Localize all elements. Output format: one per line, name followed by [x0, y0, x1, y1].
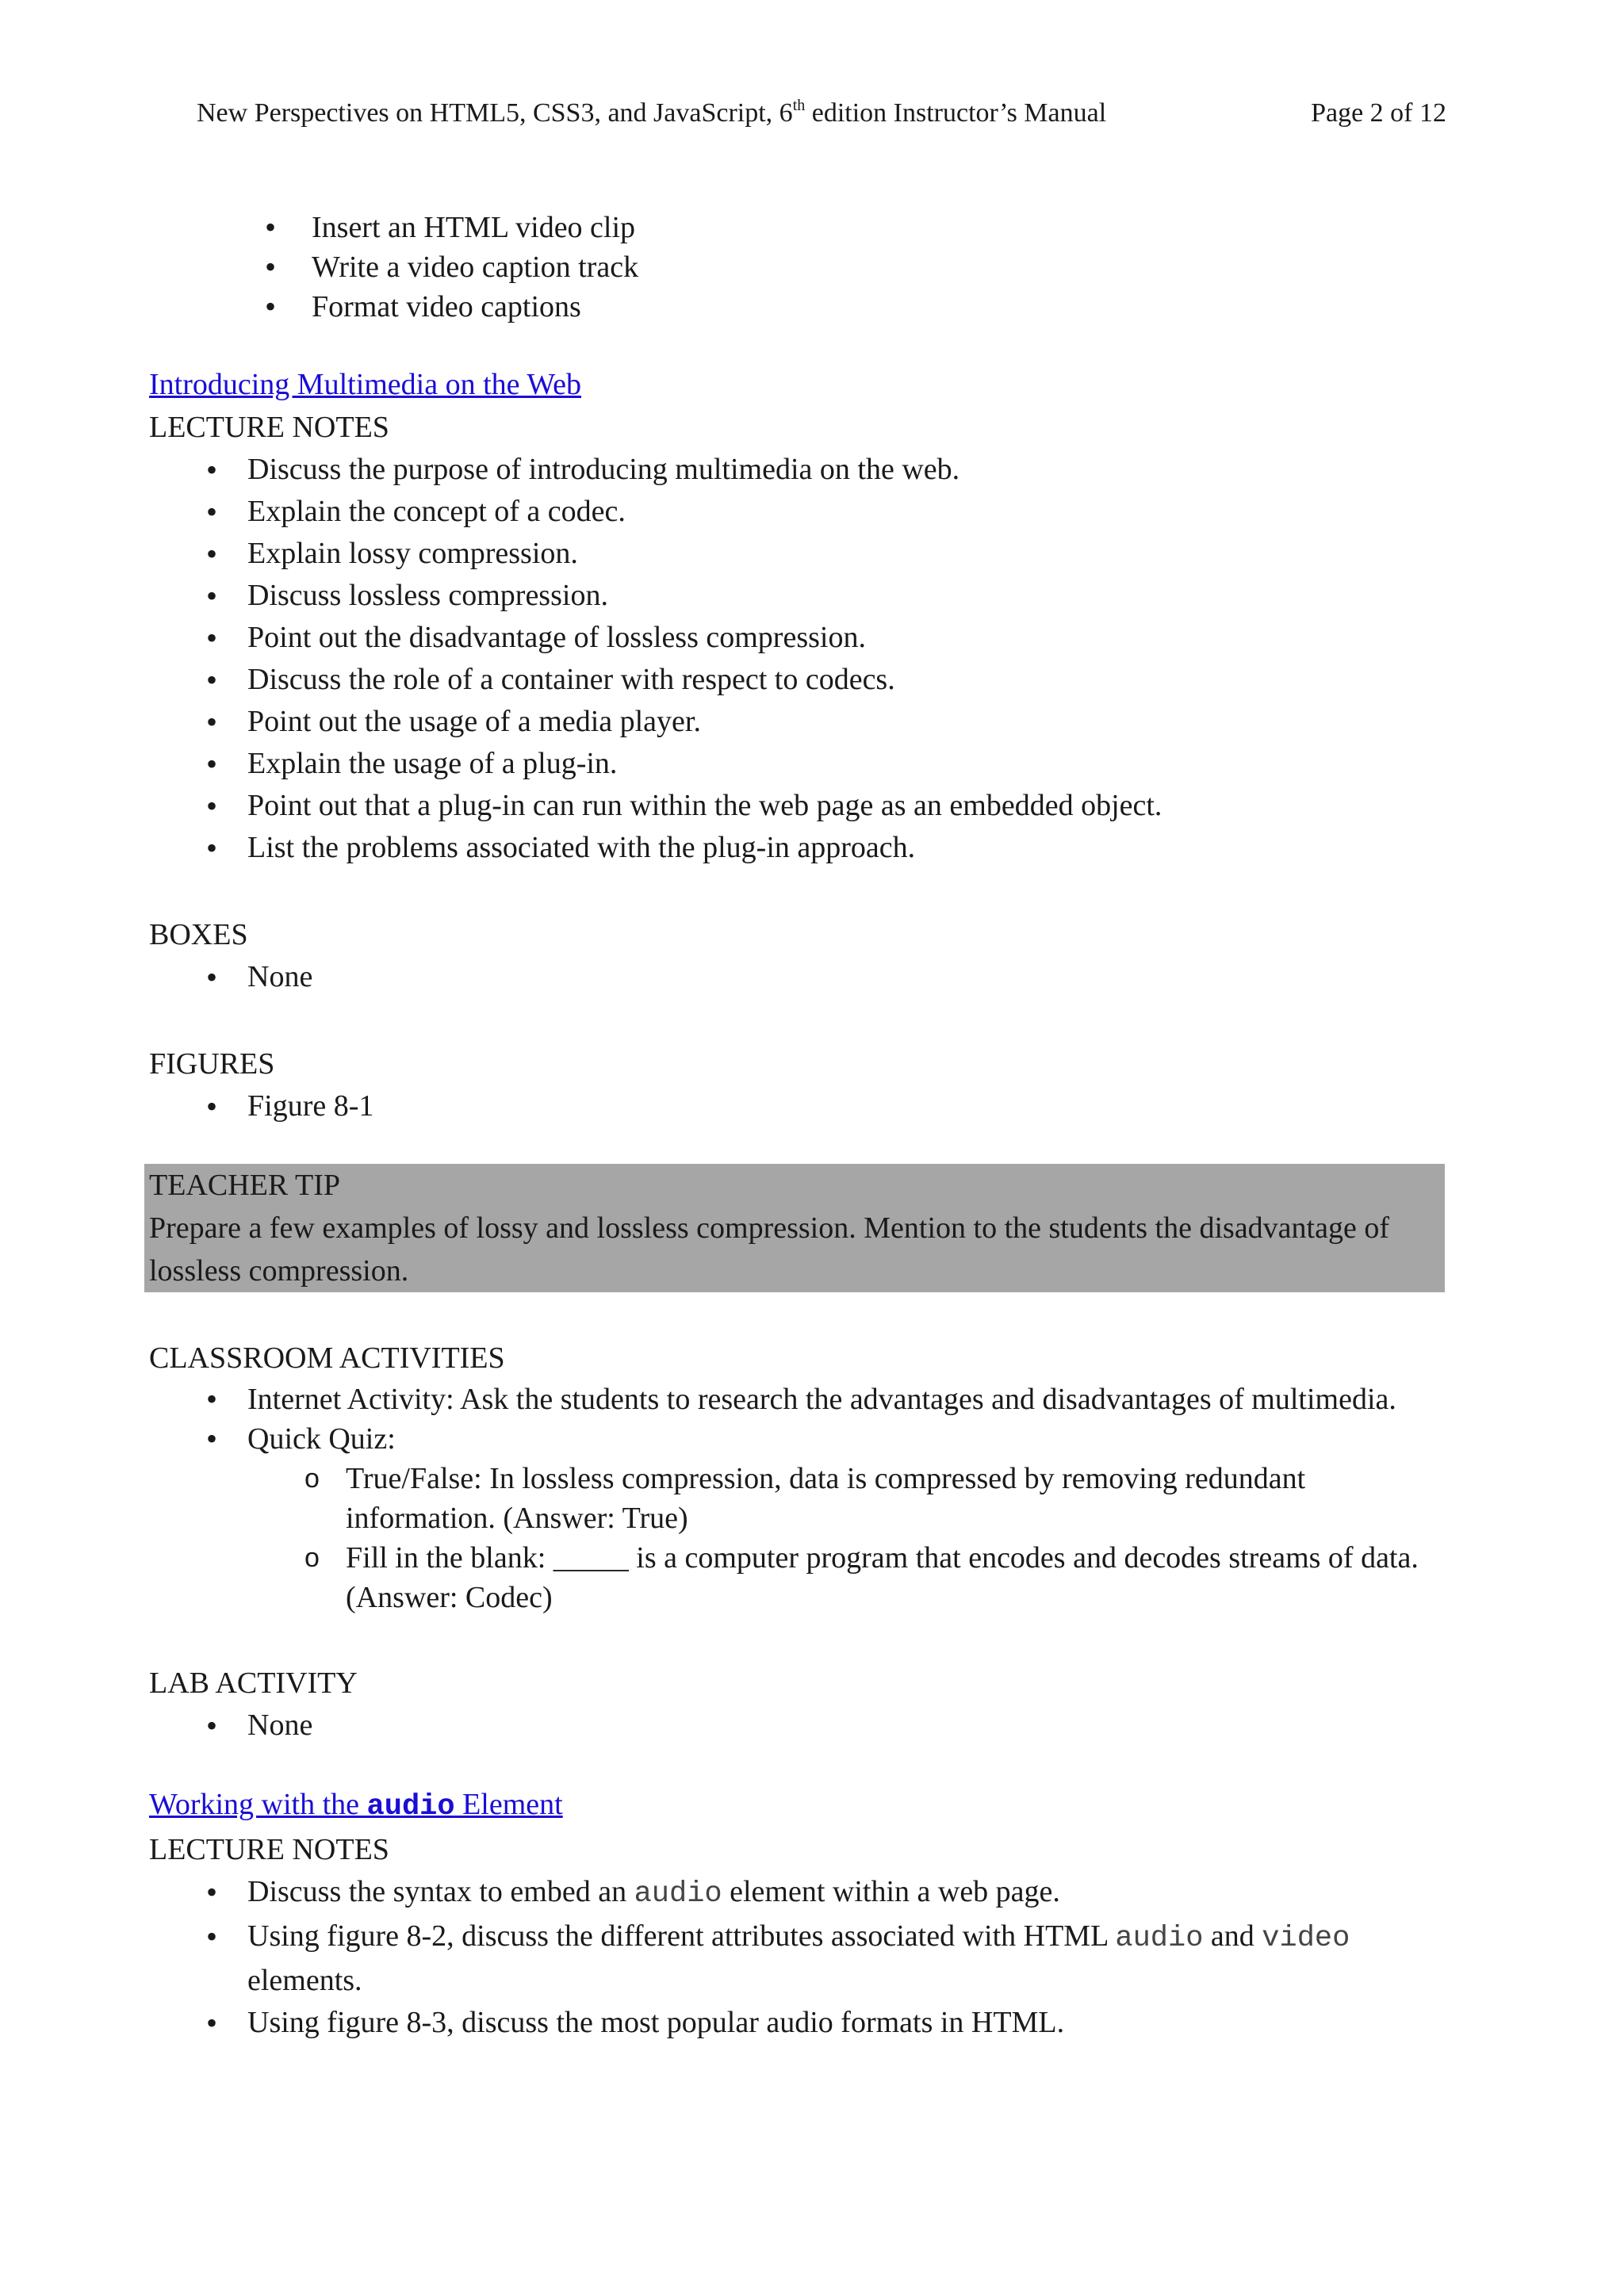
quick-quiz-label: Quick Quiz: [247, 1422, 396, 1456]
lab-activity-list [149, 1705, 1450, 1747]
quiz-item: o True/False: In lossless compression, data is compressed by removing redundant information. (Answer: True) [247, 1459, 1450, 1538]
quiz-item: o Fill in the blank: _____ is a computer program that encodes and decodes streams of data. (Answer: Codec) [247, 1538, 1450, 1617]
lecture-notes-label: LECTURE NOTES [149, 1833, 389, 1866]
heading-text: Working with the [149, 1788, 367, 1821]
header-title [197, 95, 1106, 132]
classroom-activities-label: CLASSROOM ACTIVITIES [149, 1341, 505, 1375]
list-item: • Discuss lossless compression. [149, 575, 1450, 617]
list-item [149, 1915, 1450, 2002]
teacher-tip-label: TEACHER TIP [149, 1169, 341, 1202]
boxes-list [149, 956, 1450, 998]
teacher-tip-text: Prepare a few examples of lossy and lossless compression. Mention to the students the disadvantage of lossless compression. [149, 1211, 1389, 1288]
classroom-activities-list [149, 1380, 1450, 1617]
list-item: • Discuss the purpose of introducing multimedia on the web. [149, 449, 1450, 491]
heading-code: audio [366, 1790, 455, 1823]
heading-text-suffix: Element [454, 1788, 563, 1821]
list-item: • Point out the usage of a media player. [149, 701, 1450, 743]
list-item: • Using figure 8-3, discuss the most popular audio formats in HTML. [149, 2002, 1450, 2044]
list-item: • Explain the usage of a plug-in. [149, 743, 1450, 785]
list-item: • Insert an HTML video clip [149, 208, 1450, 247]
item-text: Discuss the syntax to embed an [247, 1875, 634, 1908]
inline-code: video [1262, 1922, 1350, 1955]
list-item: • Explain lossy compression. [149, 533, 1450, 575]
list-item: • Figure 8-1 [149, 1085, 1450, 1127]
teacher-tip-box [144, 1164, 1445, 1292]
header-title-suffix: edition Instructor’s Manual [805, 98, 1107, 128]
figures-list [149, 1085, 1450, 1127]
boxes-label: BOXES [149, 918, 248, 951]
document-body [149, 208, 1450, 2044]
section-heading-audio-link[interactable] [149, 1783, 1450, 1828]
list-item: • None [149, 956, 1450, 998]
header-title-superscript: th [792, 97, 806, 114]
lecture-notes-list [149, 449, 1450, 869]
page-number: Page 2 of 12 [1311, 98, 1446, 128]
inline-code: audio [634, 1877, 722, 1911]
list-item [149, 1419, 1450, 1617]
list-item: • Point out the disadvantage of lossless compression. [149, 617, 1450, 659]
item-text: Using figure 8-2, discuss the different attributes associated with HTML [247, 1919, 1116, 1953]
list-item: • Discuss the role of a container with respect to codecs. [149, 659, 1450, 701]
item-text: and [1203, 1919, 1262, 1953]
list-item: • List the problems associated with the plug-in approach. [149, 827, 1450, 869]
quick-quiz-list [247, 1459, 1450, 1617]
list-item: • Write a video caption track [149, 247, 1450, 287]
section-heading-multimedia-link[interactable]: Introducing Multimedia on the Web [149, 368, 582, 401]
header-title-text: New Perspectives on HTML5, CSS3, and JavaScript, 6 [197, 98, 793, 128]
list-item: • Explain the concept of a codec. [149, 491, 1450, 533]
list-item: • None [149, 1705, 1450, 1747]
item-text: element within a web page. [722, 1875, 1060, 1908]
page-header [197, 95, 1446, 132]
item-text: elements. [247, 1964, 362, 1997]
objectives-list [149, 208, 1450, 327]
lecture-notes-label: LECTURE NOTES [149, 411, 389, 444]
list-item: • Internet Activity: Ask the students to research the advantages and disadvantages of multimedia. [149, 1380, 1450, 1419]
list-item [149, 1871, 1450, 1915]
lab-activity-label: LAB ACTIVITY [149, 1667, 358, 1700]
list-item: • Point out that a plug-in can run within the web page as an embedded object. [149, 785, 1450, 827]
inline-code: audio [1115, 1922, 1204, 1955]
lecture-notes-list [149, 1871, 1450, 2044]
list-item: • Format video captions [149, 287, 1450, 327]
figures-label: FIGURES [149, 1047, 275, 1081]
